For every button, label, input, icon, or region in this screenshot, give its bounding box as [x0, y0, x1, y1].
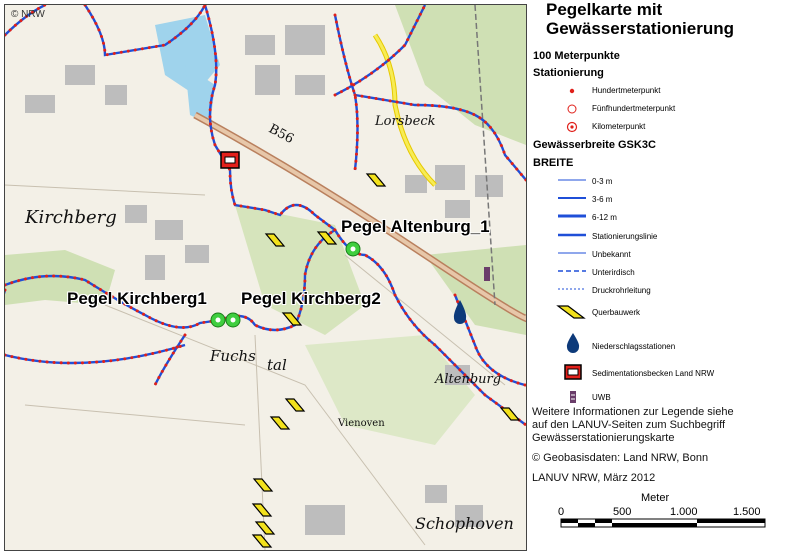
place-label-lorsbeck: Lorsbeck — [375, 114, 436, 129]
legend-width-0-3: 0-3 m — [592, 177, 613, 186]
legend-querbauwerk-symbol — [556, 302, 586, 322]
scale-label-0: 0 — [558, 506, 565, 518]
gauge-label-kirchberg1[interactable]: Pegel Kirchberg1 — [67, 289, 207, 308]
uwb-marker — [484, 267, 490, 281]
info-line2: auf den LANUV-Seiten zum Suchbegriff — [532, 419, 726, 431]
legend-kilometer-symbol — [565, 120, 579, 134]
legend-uwb-symbol — [569, 390, 577, 404]
legend-section-breite: BREITE — [533, 157, 574, 169]
legend-druckrohrleitung: Druckrohrleitung — [592, 286, 651, 295]
sedimentation-basin-marker — [221, 152, 239, 168]
scale-bar — [560, 518, 766, 528]
legend-kilometerpunkt: Kilometerpunkt — [592, 122, 646, 131]
gauge-label-kirchberg2[interactable]: Pegel Kirchberg2 — [241, 289, 381, 308]
legend-title-line1: Pegelkarte mit — [546, 0, 663, 19]
legend-unterirdisch: Unterirdisch — [592, 268, 635, 277]
legend-width-6-12: 6-12 m — [592, 213, 617, 222]
gauge-label-altenburg[interactable]: Pegel Altenburg_1 — [341, 217, 490, 236]
legend-uwb: UWB — [592, 393, 611, 402]
legend-section-stationierung: Stationierung — [533, 67, 604, 79]
legend-section-breite-gsk3c: Gewässerbreite GSK3C — [533, 139, 656, 151]
legend-unbekannt: Unbekannt — [592, 250, 631, 259]
legend-stationierungslinie: Stationierungslinie — [592, 232, 658, 241]
legend-section-100m: 100 Meterpunkte — [533, 50, 620, 62]
legend-fuenfhundertmeterpunkt: Fünfhundertmeterpunkt — [592, 104, 676, 113]
legend-niederschlagsstationen: Niederschlagsstationen — [592, 342, 676, 351]
place-label-fuchs: Fuchs — [210, 347, 256, 365]
scale-label-500: 500 — [613, 506, 632, 518]
info-line4: © Geobasisdaten: Land NRW, Bonn — [532, 452, 709, 464]
road-label-b56: B56 — [266, 121, 297, 148]
gauge-station-altenburg — [346, 242, 360, 256]
gauge-station-kirchberg2 — [226, 313, 240, 327]
legend-sedimentation-symbol — [564, 364, 582, 380]
map-canvas — [5, 5, 526, 550]
legend-precipitation-symbol — [565, 332, 581, 354]
legend-width-lines — [558, 176, 588, 296]
place-label-schophoven: Schophoven — [415, 514, 514, 533]
legend-width-3-6: 3-6 m — [592, 195, 613, 204]
scale-title: Meter — [641, 492, 670, 504]
info-line1: Weitere Informationen zur Legende siehe — [532, 406, 734, 418]
scale-label-1000: 1.000 — [670, 506, 698, 518]
info-line3: Gewässerstationierungskarte — [532, 432, 675, 444]
map-frame[interactable] — [4, 4, 527, 551]
legend-hundertmeter-symbol — [565, 84, 579, 98]
place-label-tal: tal — [267, 356, 287, 374]
legend-title-line2: Gewässerstationierung — [546, 19, 735, 38]
gauge-station-kirchberg1 — [211, 313, 225, 327]
place-label-vienoven: Vienoven — [338, 418, 385, 429]
place-label-altenburg: Altenburg — [435, 372, 502, 387]
info-line5: LANUV NRW, März 2012 — [532, 472, 656, 484]
legend-hundertmeterpunkt: Hundertmeterpunkt — [592, 86, 661, 95]
legend-querbauwerk: Querbauwerk — [592, 308, 641, 317]
map-copyright: © NRW — [11, 9, 45, 20]
legend-fuenfhundert-symbol — [565, 102, 579, 116]
legend-sedimentationsbecken: Sedimentationsbecken Land NRW — [592, 369, 715, 378]
scale-label-1500: 1.500 — [733, 506, 761, 518]
place-label-kirchberg: Kirchberg — [25, 207, 117, 228]
